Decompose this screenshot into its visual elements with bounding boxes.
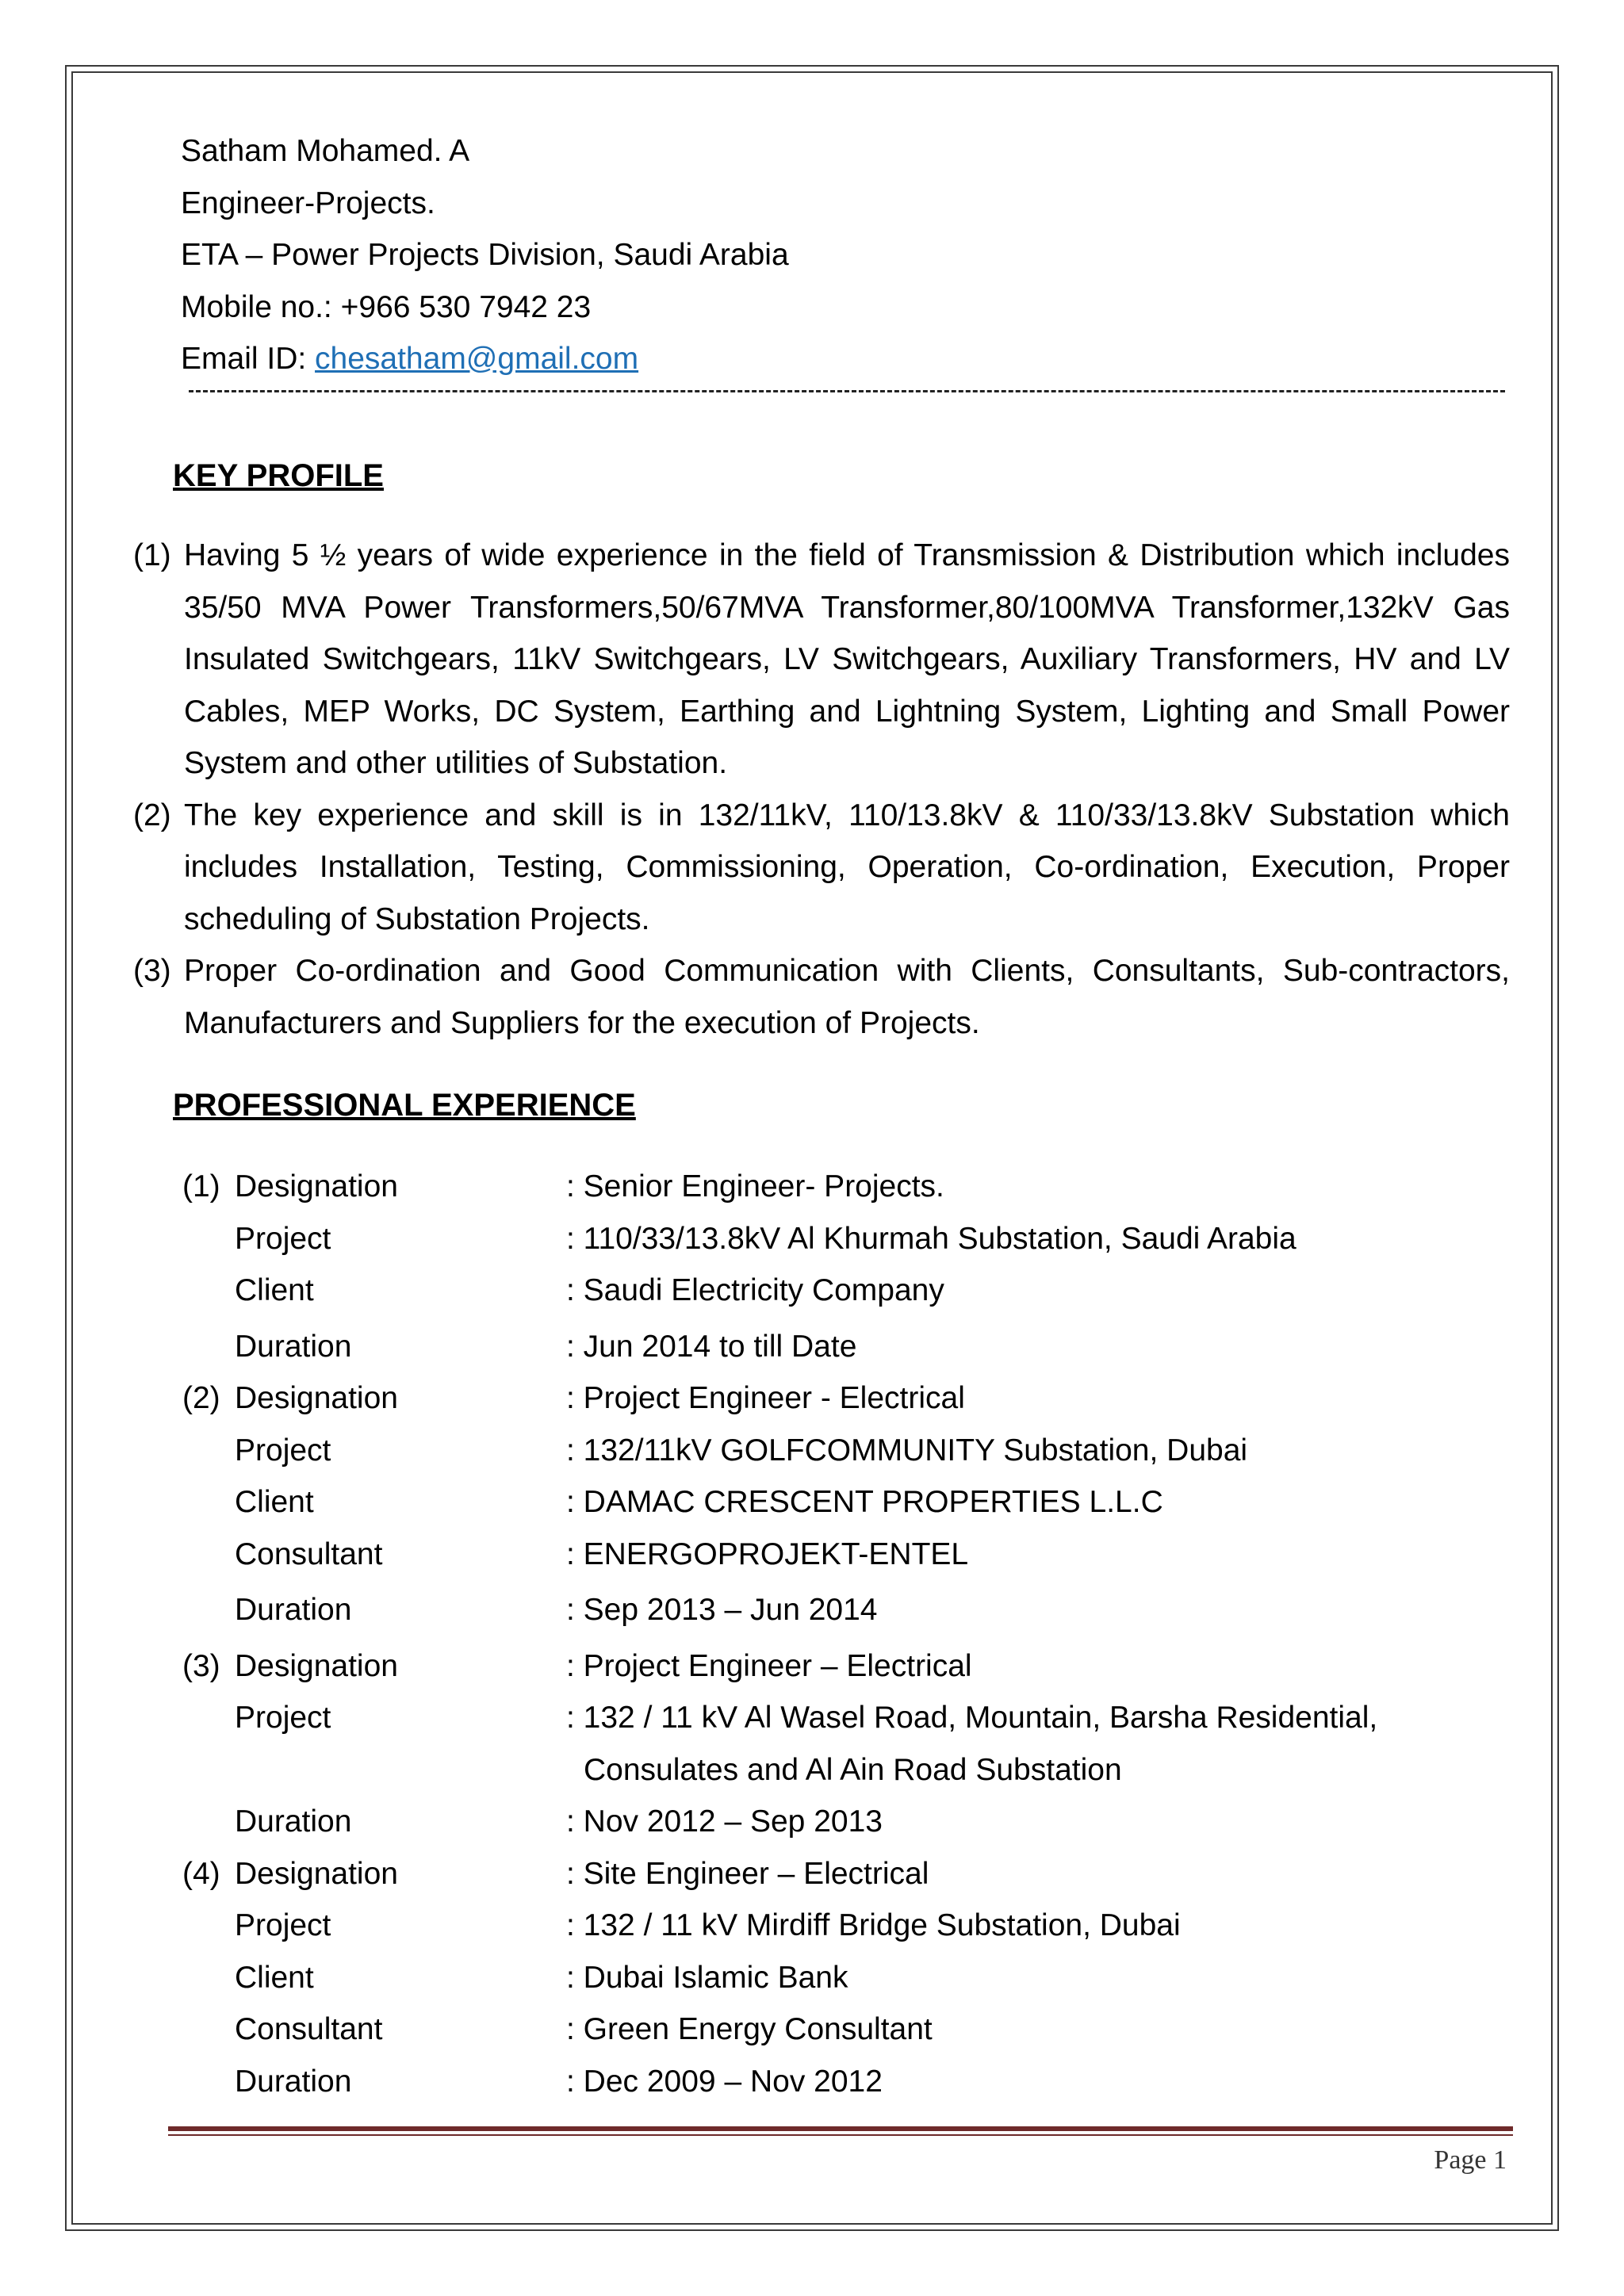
designation-value: : Senior Engineer- Projects. — [566, 1169, 944, 1203]
designation-label: Designation — [235, 1381, 398, 1415]
experience-client-row — [182, 1265, 1377, 1317]
profile-item — [133, 945, 1510, 1049]
experience-number: (3) — [182, 1648, 220, 1683]
consultant-label: Consultant — [235, 1536, 383, 1571]
experience-project-row — [182, 1692, 1377, 1744]
experience-number: (1) — [182, 1169, 220, 1203]
client-label: Client — [235, 1960, 314, 1995]
project-label: Project — [235, 1433, 331, 1468]
designation-label: Designation — [235, 1856, 398, 1891]
experience-duration-row — [182, 1321, 1377, 1373]
project-label: Project — [235, 1701, 331, 1735]
project-label: Project — [235, 1908, 331, 1942]
project-label: Project — [235, 1221, 331, 1256]
contact-company: ETA – Power Projects Division, Saudi Arabia — [181, 238, 789, 272]
professional-experience-heading: PROFESSIONAL EXPERIENCE — [173, 1088, 636, 1123]
footer-rule-thin — [168, 2134, 1513, 2136]
dashed-separator — [189, 390, 1505, 392]
duration-label: Duration — [235, 1804, 352, 1839]
experience-designation-row — [182, 1640, 1377, 1693]
experience-number: (2) — [182, 1381, 220, 1415]
experience-project-continuation-row — [182, 1744, 1377, 1797]
experience-project-row — [182, 1425, 1377, 1477]
contact-name: Satham Mohamed. A — [181, 134, 470, 168]
client-value: : Dubai Islamic Bank — [566, 1960, 848, 1995]
contact-title: Engineer-Projects. — [181, 186, 435, 220]
experience-project-row — [182, 1900, 1377, 1952]
duration-label: Duration — [235, 1593, 352, 1627]
duration-value: : Nov 2012 – Sep 2013 — [566, 1804, 883, 1839]
designation-value: : Site Engineer – Electrical — [566, 1856, 929, 1891]
project-value: : 110/33/13.8kV Al Khurmah Substation, Saudi Arabia — [566, 1221, 1297, 1256]
profile-item-number: (2) — [133, 798, 171, 832]
profile-item — [133, 530, 1510, 790]
experience-project-row — [182, 1213, 1377, 1265]
duration-value: : Dec 2009 – Nov 2012 — [566, 2064, 883, 2099]
designation-label: Designation — [235, 1648, 398, 1683]
profile-item-number: (3) — [133, 954, 171, 988]
designation-value: : Project Engineer - Electrical — [566, 1381, 965, 1415]
experience-client-row — [182, 1476, 1377, 1529]
contact-mobile: Mobile no.: +966 530 7942 23 — [181, 289, 592, 324]
client-label: Client — [235, 1273, 314, 1307]
project-value-continued: Consulates and Al Ain Road Substation — [584, 1752, 1122, 1787]
duration-value: : Sep 2013 – Jun 2014 — [566, 1593, 878, 1627]
contact-email-line — [181, 333, 789, 385]
experience-duration-row — [182, 2056, 1377, 2108]
key-profile-list — [133, 530, 1510, 1049]
project-value: : 132 / 11 kV Mirdiff Bridge Substation, Dubai — [566, 1908, 1181, 1942]
experience-consultant-row — [182, 2003, 1377, 2056]
profile-item-text: Having 5 ½ years of wide experience in the field of Transmission & Distribution which includes 35/50 MVA Power Transformers,50/67MVA Transformer,80/100MVA Transformer,132kV Gas Insulated Switchgears, 11kV Switchgears, LV Switchgears, Auxiliary Transformers, HV and LV Cables, MEP Works, DC System, Earthing and Lightning System, Lighting and Small Power System and other utilities of Substation. — [184, 538, 1510, 780]
footer-rule — [168, 2126, 1513, 2131]
experience-duration-row — [182, 1584, 1377, 1636]
contact-block — [181, 125, 789, 385]
profile-item-text: The key experience and skill is in 132/11kV, 110/13.8kV & 110/33/13.8kV Substation which includes Installation, Testing, Commissioning, Operation, Co-ordination, Execution, Proper scheduling of Substation Projects. — [184, 798, 1510, 936]
experience-number: (4) — [182, 1856, 220, 1891]
client-value: : Saudi Electricity Company — [566, 1273, 944, 1307]
project-value: : 132 / 11 kV Al Wasel Road, Mountain, Barsha Residential, — [566, 1701, 1378, 1735]
experience-designation-row — [182, 1848, 1377, 1900]
experience-designation-row — [182, 1161, 1377, 1213]
consultant-value: : ENERGOPROJEKT-ENTEL — [566, 1536, 969, 1571]
profile-item-text: Proper Co-ordination and Good Communication with Clients, Consultants, Sub-contractors, Manufacturers and Suppliers for the execution of Projects. — [184, 954, 1510, 1040]
email-link[interactable]: chesatham@gmail.com — [315, 342, 639, 376]
duration-label: Duration — [235, 2064, 352, 2099]
duration-label: Duration — [235, 1329, 352, 1364]
client-value: : DAMAC CRESCENT PROPERTIES L.L.C — [566, 1485, 1163, 1519]
experience-client-row — [182, 1952, 1377, 2004]
experience-designation-row — [182, 1372, 1377, 1425]
designation-value: : Project Engineer – Electrical — [566, 1648, 972, 1683]
project-value: : 132/11kV GOLFCOMMUNITY Substation, Dubai — [566, 1433, 1248, 1468]
profile-item — [133, 790, 1510, 946]
experience-list — [182, 1161, 1377, 2107]
duration-value: : Jun 2014 to till Date — [566, 1329, 857, 1364]
consultant-value: : Green Energy Consultant — [566, 2012, 933, 2046]
client-label: Client — [235, 1485, 314, 1519]
experience-duration-row — [182, 1796, 1377, 1848]
email-label: Email ID: — [181, 342, 316, 376]
consultant-label: Consultant — [235, 2012, 383, 2046]
key-profile-heading: KEY PROFILE — [173, 458, 384, 493]
experience-consultant-row — [182, 1529, 1377, 1581]
page-number: Page 1 — [1434, 2145, 1507, 2175]
profile-item-number: (1) — [133, 538, 171, 572]
designation-label: Designation — [235, 1169, 398, 1203]
